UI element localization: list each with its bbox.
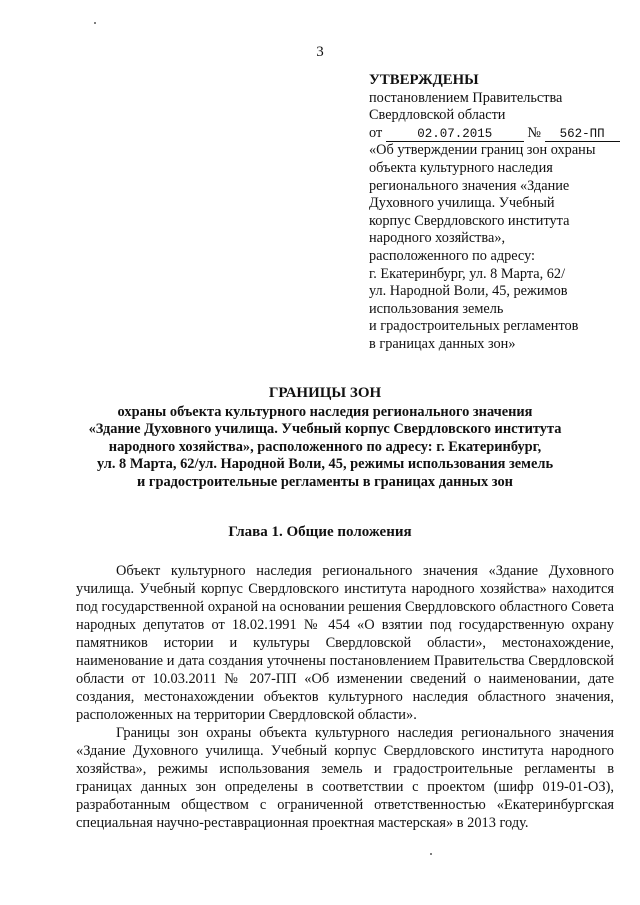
approval-region-line: Свердловской области [369, 107, 506, 124]
title-line: ул. 8 Марта, 62/ул. Народной Воли, 45, режимы использования земель [96, 456, 554, 473]
subject-line: народного хозяйства», [369, 230, 506, 247]
number-label: № [527, 124, 542, 141]
subject-line: г. Екатеринбург, ул. 8 Марта, 62/ [369, 265, 566, 282]
approval-issuer-line: постановлением Правительства [369, 89, 563, 106]
chapter-heading: Глава 1. Общие положения [228, 524, 412, 540]
title-line: народного хозяйства», расположенного по адресу: г. Екатеринбург, [108, 438, 542, 455]
scan-speck [94, 22, 96, 24]
from-label: от [369, 124, 383, 141]
subject-line: Духовного училища. Учебный [369, 195, 555, 212]
subject-line: «Об утверждении границ зон охраны [369, 142, 596, 159]
scan-speck [430, 853, 432, 855]
document-title [78, 385, 572, 492]
subject-line: объекта культурного наследия [369, 159, 553, 176]
approval-heading: УТВЕРЖДЕНЫ [369, 72, 479, 88]
subject-line: использования земель [369, 300, 504, 317]
paragraph: Границы зон охраны объекта культурного наследия регионального значения «Здание Духовного училища. Учебный корпус Свердловского института народного хозяйства», режимы использования земель и градостроительные регламенты в границах данных зон определены в соответствии с проектом (шифр 019-01-ОЗ), разработанным обществом с ограниченной ответственностью «Екатеринбургская специальная научно-реставрационная проектная мастерская» в 2013 году. [76, 725, 614, 831]
approval-number: 562-ПП [545, 128, 620, 142]
title-line: «Здание Духовного училища. Учебный корпус Свердловского института [88, 421, 562, 438]
body-text [76, 562, 614, 832]
subject-line: корпус Свердловского института [369, 212, 570, 229]
paragraph: Объект культурного наследия регионального значения «Здание Духовного училища. Учебный корпус Свердловского института народного хозяйства» находится под государственной охраной на основании решения Свердловского областного Совета народных депутатов от 18.02.1991 № 454 «О взятии под государственную охрану памятников истории и культуры Свердловской области», местонахождение, наименование и дата создания уточнены постановлением Правительства Свердловской области от 10.03.2011 № 207-ПП «Об изменении сведений о наименовании, дате создания, местонахождении объектов культурного наследия областного значения, расположенных на территории Свердловской области». [76, 563, 614, 723]
title-line: охраны объекта культурного наследия регионального значения [117, 403, 533, 420]
subject-line: регионального значения «Здание [369, 177, 570, 194]
title-heading: ГРАНИЦЫ ЗОН [268, 385, 382, 401]
approval-subject [369, 142, 619, 353]
approval-date-line [369, 125, 619, 143]
subject-line: расположенного по адресу: [369, 247, 536, 264]
subject-line: в границах данных зон» [369, 335, 516, 352]
approval-block [369, 72, 619, 354]
title-line: и градостроительные регламенты в границах данных зон [137, 473, 513, 490]
subject-line: ул. Народной Воли, 45, режимов [369, 283, 568, 300]
page-number: 3 [316, 44, 324, 60]
subject-line: и градостроительных регламентов [369, 318, 579, 335]
approval-date: 02.07.2015 [386, 128, 524, 142]
